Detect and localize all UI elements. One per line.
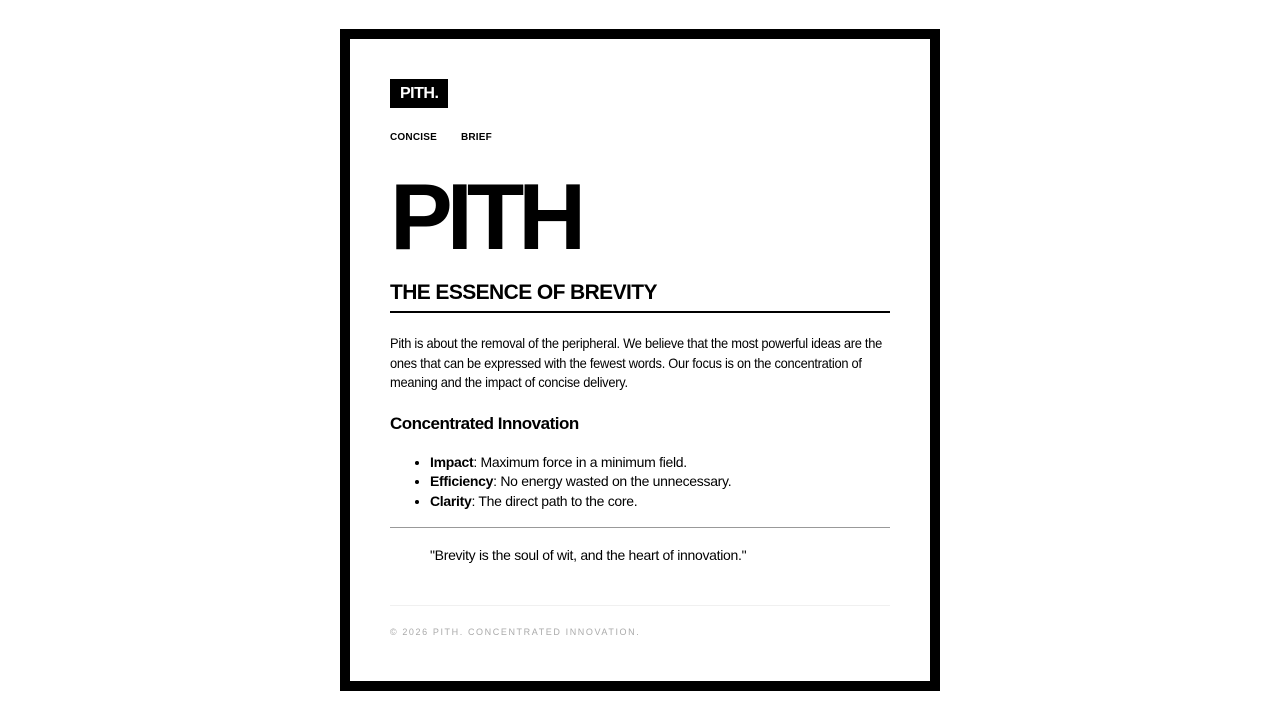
hero-title: PITH xyxy=(390,164,581,269)
divider xyxy=(390,527,890,528)
hero-subtitle: THE ESSENCE OF BREVITY xyxy=(390,281,890,313)
feature-item-impact xyxy=(430,453,890,473)
page-frame xyxy=(340,29,940,691)
nav-link-concise[interactable]: CONCISE xyxy=(390,132,437,143)
footer-text: © 2026 PITH. CONCENTRATED INNOVATION. xyxy=(390,627,641,637)
quote: "Brevity is the soul of wit, and the heart of innovation." xyxy=(430,547,747,563)
footer-divider xyxy=(390,605,890,606)
feature-list xyxy=(390,453,890,512)
brand-logo[interactable]: PITH. xyxy=(390,79,448,108)
feature-desc: : Maximum force in a minimum field. xyxy=(473,453,687,470)
section-title: Concentrated Innovation xyxy=(390,413,579,433)
feature-term: Efficiency xyxy=(430,473,494,489)
feature-term: Clarity xyxy=(430,492,472,509)
feature-desc: : The direct path to the core. xyxy=(471,492,638,509)
intro-paragraph: Pith is about the removal of the peripheral. We believe that the most powerful ideas are the ones that can be expressed with the fewest words. Our focus is on the concentration of meaning and the impact of concise delivery. xyxy=(390,335,883,390)
feature-item-clarity xyxy=(430,492,890,512)
nav-link-brief[interactable]: BRIEF xyxy=(460,132,492,143)
feature-item-efficiency xyxy=(430,472,890,492)
main-nav xyxy=(390,132,890,143)
feature-term: Impact xyxy=(430,453,474,470)
feature-desc: : No energy wasted on the unnecessary. xyxy=(493,473,732,489)
content-column xyxy=(390,79,890,638)
